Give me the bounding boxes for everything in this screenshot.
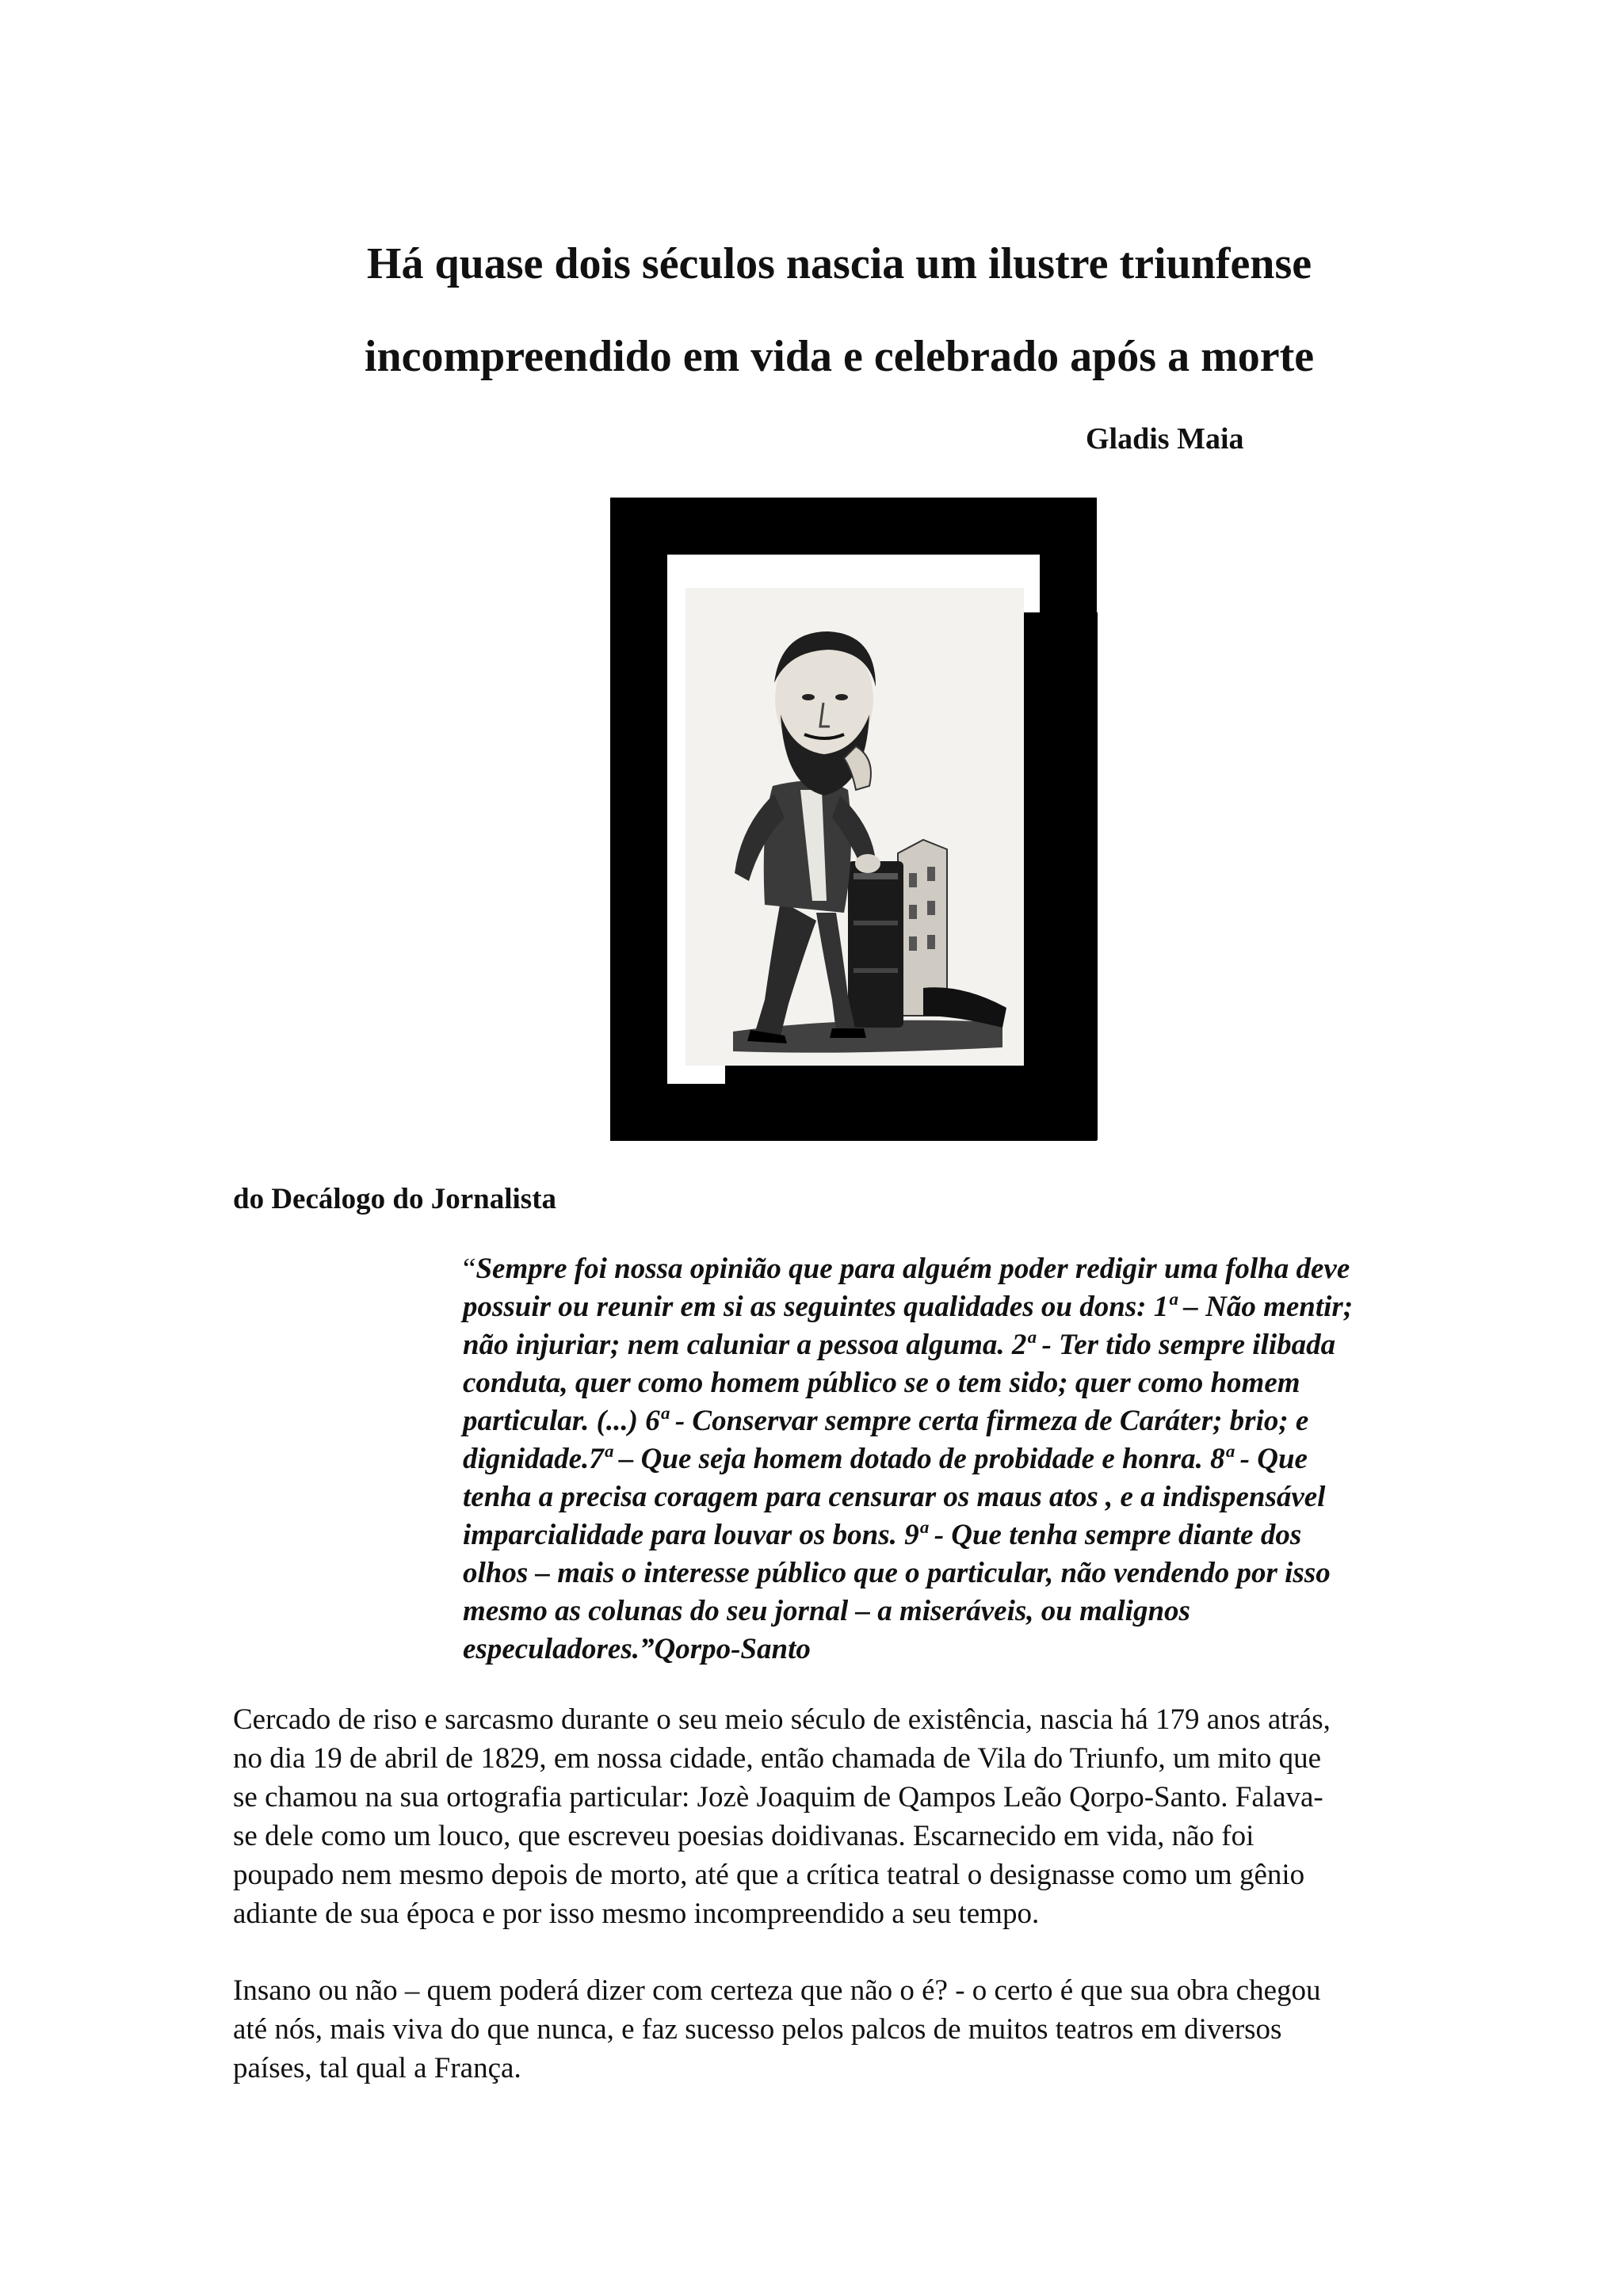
paragraph-line: se chamou na sua ortografia particular: Jozè Joaquim de Qampos Leão Qorpo-Santo. Falava- — [233, 1781, 1323, 1814]
quote-line: conduta, quer como homem público se o tem sido; quer como homem — [463, 1367, 1300, 1399]
decalogue-quote — [463, 1250, 1469, 1669]
body-paragraph-2 — [233, 1971, 1469, 2088]
paragraph-line: Cercado de riso e sarcasmo durante o seu meio século de existência, nascia há 179 anos atrás, — [233, 1703, 1331, 1736]
portrait-frame — [610, 498, 1097, 1141]
paragraph-line: até nós, mais viva do que nunca, e faz sucesso pelos palcos de muitos teatros em diversos — [233, 2013, 1282, 2046]
quote-line: dignidade.7ª – Que seja homem dotado de probidade e honra. 8ª - Que — [463, 1443, 1308, 1475]
quote-line: possuir ou reunir em si as seguintes qualidades ou dons: 1ª – Não mentir; — [463, 1291, 1354, 1323]
quote-line: mesmo as colunas do seu jornal – a miseráveis, ou malignos — [463, 1595, 1190, 1627]
quote-line: não injuriar; nem caluniar a pessoa alguma. 2ª - Ter tido sempre ilibada — [463, 1329, 1336, 1361]
paragraph-line: no dia 19 de abril de 1829, em nossa cidade, então chamada de Vila do Triunfo, um mito que — [233, 1742, 1321, 1775]
quote-line-text: Sempre foi nossa opinião que para alguém poder redigir uma folha deve — [475, 1253, 1350, 1285]
quote-line: particular. (...) 6ª - Conservar sempre certa firmeza de Caráter; brio; e — [463, 1405, 1309, 1437]
section-label: do Decálogo do Jornalista — [233, 1183, 557, 1215]
article-title-line-2: incompreendido em vida e celebrado após a morte — [364, 332, 1315, 381]
quote-line: olhos – mais o interesse público que o particular, não vendendo por isso — [463, 1557, 1331, 1589]
quote-line — [463, 1250, 1469, 1288]
caricature-portrait-icon — [685, 588, 1024, 1066]
quote-open-mark: “ — [463, 1253, 476, 1285]
author-name: Gladis Maia — [1086, 422, 1244, 456]
body-paragraph-1 — [233, 1700, 1469, 1933]
quote-line: especuladores.”Qorpo-Santo — [463, 1633, 811, 1665]
quote-line: imparcialidade para louvar os bons. 9ª - Que tenha sempre diante dos — [463, 1519, 1302, 1551]
paragraph-line: adiante de sua época e por isso mesmo incompreendido a seu tempo. — [233, 1897, 1040, 1930]
article-title-line-1: Há quase dois séculos nascia um ilustre triunfense — [366, 239, 1312, 288]
quote-line: tenha a precisa coragem para censurar os maus atos , e a indispensável — [463, 1481, 1326, 1513]
paragraph-line: poupado nem mesmo depois de morto, até que a crítica teatral o designasse como um gênio — [233, 1859, 1305, 1891]
paragraph-line: países, tal qual a França. — [233, 2052, 521, 2084]
paragraph-line: Insano ou não – quem poderá dizer com certeza que não o é? - o certo é que sua obra chegou — [233, 1974, 1321, 2007]
paragraph-line: se dele como um louco, que escreveu poesias doidivanas. Escarnecido em vida, não foi — [233, 1820, 1254, 1852]
